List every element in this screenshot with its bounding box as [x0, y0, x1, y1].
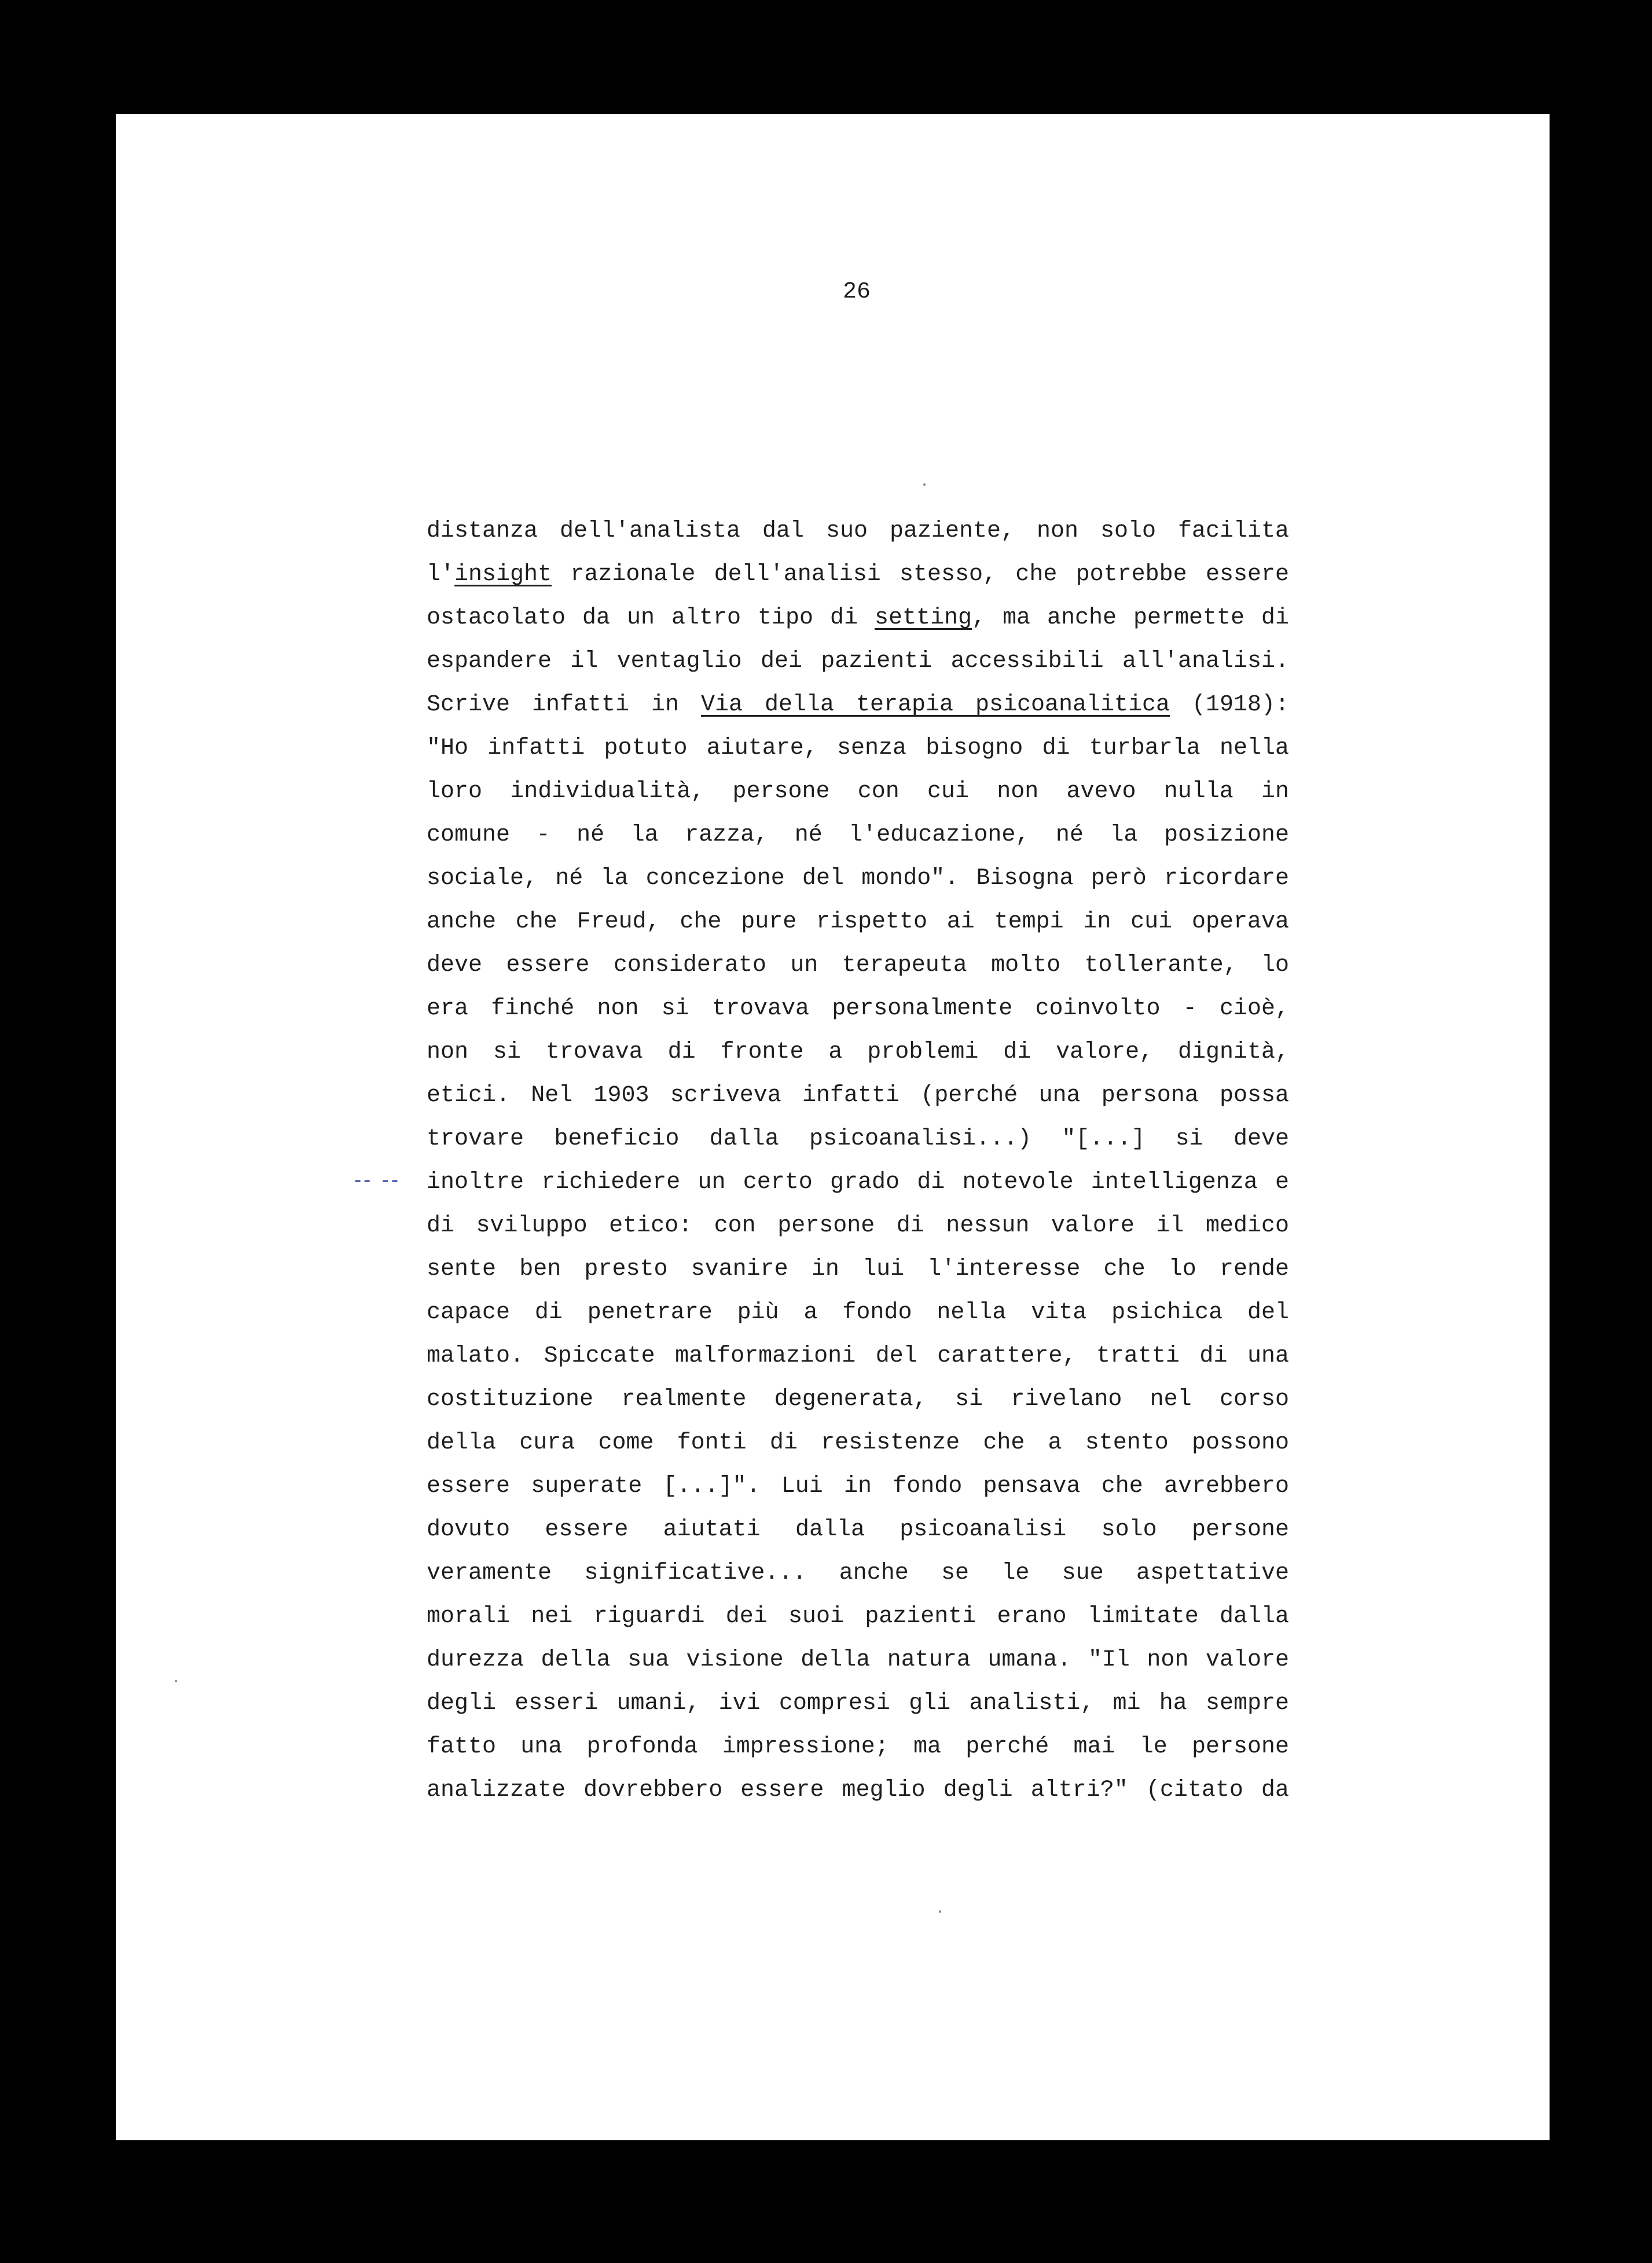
- underlined-title: Via della terapia psicoanalitica: [700, 692, 1170, 718]
- text-line: sociale, né la concezione del mondo". Bisogna però ricordare: [427, 865, 1289, 892]
- text-line: deve essere considerato un terapeuta molto tollerante, lo: [427, 952, 1289, 978]
- text-line: loro individualità, persone con cui non avevo nulla in: [427, 779, 1289, 805]
- text-line: capace di penetrare più a fondo nella vita psichica del: [427, 1300, 1289, 1326]
- paper-speck: [939, 1910, 941, 1913]
- text-run: razionale dell'analisi stesso, che potrebbe essere: [552, 562, 1289, 588]
- underlined-term: setting: [874, 605, 972, 631]
- text-line: morali nei riguardi dei suoi pazienti erano limitate dalla: [427, 1604, 1289, 1630]
- text-line: essere superate [...]". Lui in fondo pensava che avrebbero: [427, 1473, 1289, 1499]
- text-line: sente ben presto svanire in lui l'interesse che lo rende: [427, 1256, 1289, 1282]
- text-line: di sviluppo etico: con persone di nessun valore il medico: [427, 1213, 1289, 1239]
- text-line: [427, 683, 1289, 727]
- text-line: durezza della sua visione della natura umana. "Il non valore: [427, 1647, 1289, 1673]
- text-line: degli esseri umani, ivi compresi gli analisti, mi ha sempre: [427, 1690, 1289, 1716]
- paper-speck: [923, 483, 926, 486]
- text-line: inoltre richiedere un certo grado di notevole intelligenza e: [427, 1169, 1289, 1195]
- text-line: distanza dell'analista dal suo paziente, non solo facilita: [427, 518, 1289, 544]
- body-text: [427, 509, 1289, 1812]
- text-line: veramente significative... anche se le sue aspettative: [427, 1560, 1289, 1586]
- text-line: comune - né la razza, né l'educazione, né la posizione: [427, 822, 1289, 848]
- text-line: non si trovava di fronte a problemi di valore, dignità,: [427, 1039, 1289, 1065]
- handwritten-margin-mark: -- --: [354, 1168, 401, 1192]
- text-run: ostacolato da un altro tipo di: [427, 605, 875, 631]
- text-run: (1918):: [1170, 692, 1290, 718]
- paper-speck: [175, 1680, 177, 1682]
- text-line: [427, 553, 1289, 596]
- text-line: della cura come fonti di resistenze che a stento possono: [427, 1430, 1289, 1456]
- text-line: anche che Freud, che pure rispetto ai tempi in cui operava: [427, 909, 1289, 935]
- text-line: malato. Spiccate malformazioni del carattere, tratti di una: [427, 1343, 1289, 1369]
- page-number: 26: [842, 279, 871, 305]
- text-line: "Ho infatti potuto aiutare, senza bisogno di turbarla nella: [427, 735, 1289, 761]
- text-line: fatto una profonda impressione; ma perché mai le persone: [427, 1734, 1289, 1760]
- text-line: era finché non si trovava personalmente coinvolto - cioè,: [427, 996, 1289, 1022]
- text-line: espandere il ventaglio dei pazienti accessibili all'analisi.: [427, 648, 1289, 674]
- text-line: analizzate dovrebbero essere meglio degli altri?" (citato da: [427, 1777, 1289, 1803]
- text-line: trovare beneficio dalla psicoanalisi...) "[...] si deve: [427, 1126, 1289, 1152]
- text-line: dovuto essere aiutati dalla psicoanalisi solo persone: [427, 1517, 1289, 1543]
- text-line: [427, 596, 1289, 640]
- text-run: , ma anche permette di: [972, 605, 1290, 631]
- text-run: l': [427, 562, 455, 588]
- text-line: etici. Nel 1903 scriveva infatti (perché una persona possa: [427, 1083, 1289, 1109]
- underlined-term: insight: [454, 562, 552, 588]
- text-line: costituzione realmente degenerata, si rivelano nel corso: [427, 1387, 1289, 1413]
- text-run: Scrive infatti in: [427, 692, 701, 718]
